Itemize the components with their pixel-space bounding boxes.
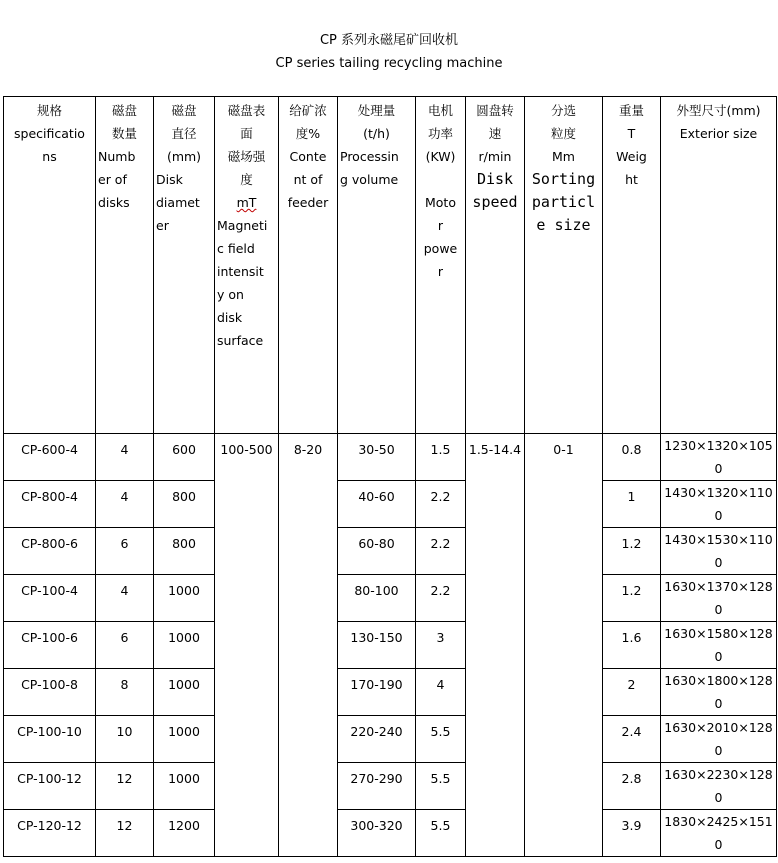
cell-diameter: 800 bbox=[154, 481, 215, 528]
cell-weight: 1 bbox=[603, 481, 661, 528]
cell-diameter: 1000 bbox=[154, 716, 215, 763]
cell-disks: 12 bbox=[96, 810, 154, 857]
header-processing-volume: 处理量 (t/h) Processin g volume bbox=[338, 97, 416, 434]
cell-model: CP-100-6 bbox=[4, 622, 96, 669]
table-row bbox=[4, 669, 777, 716]
document-title-chinese: CP 系列永磁尾矿回收机 bbox=[319, 33, 459, 48]
cell-weight: 1.2 bbox=[603, 575, 661, 622]
header-content-of-feeder: 给矿浓 度% Conte nt of feeder bbox=[279, 97, 338, 434]
header-weight: 重量 T Weig ht bbox=[603, 97, 661, 434]
table-row bbox=[4, 622, 777, 669]
cell-processing: 270-290 bbox=[338, 763, 416, 810]
document-title-english: CP series tailing recycling machine bbox=[275, 56, 503, 71]
header-disk-diameter: 磁盘 直径 (mm) Disk diamet er bbox=[154, 97, 215, 434]
header-magnetic-field-intensity: 磁盘表 面 磁场强 度 mT Magneti c field intensit y on disk surface bbox=[215, 97, 279, 434]
header-disk-speed: 圆盘转 速 r/min Disk speed bbox=[466, 97, 525, 434]
cell-processing: 300-320 bbox=[338, 810, 416, 857]
header-specifications: 规格 specificatio ns bbox=[4, 97, 96, 434]
header-number-of-disks: 磁盘 数量 Numb er of disks bbox=[96, 97, 154, 434]
table-row bbox=[4, 810, 777, 857]
cell-exterior-size: 1630×1800×1280 bbox=[661, 669, 777, 716]
cell-diameter: 800 bbox=[154, 528, 215, 575]
table-row bbox=[4, 716, 777, 763]
cell-diameter: 1200 bbox=[154, 810, 215, 857]
cell-model: CP-100-8 bbox=[4, 669, 96, 716]
header-sorting-particle-size: 分选 粒度 Mm Sorting particl e size bbox=[525, 97, 603, 434]
header-row bbox=[4, 97, 777, 434]
cell-motor: 1.5 bbox=[416, 434, 466, 481]
cell-exterior-size: 1230×1320×1050 bbox=[661, 434, 777, 481]
cell-weight: 1.6 bbox=[603, 622, 661, 669]
cell-disks: 12 bbox=[96, 763, 154, 810]
cell-weight: 2.8 bbox=[603, 763, 661, 810]
header-motor-power: 电机 功率 (KW) Moto r powe r bbox=[416, 97, 466, 434]
cell-diameter: 1000 bbox=[154, 763, 215, 810]
cell-model: CP-600-4 bbox=[4, 434, 96, 481]
cell-processing: 80-100 bbox=[338, 575, 416, 622]
cell-weight: 1.2 bbox=[603, 528, 661, 575]
cell-processing: 60-80 bbox=[338, 528, 416, 575]
cell-model: CP-800-4 bbox=[4, 481, 96, 528]
table-row bbox=[4, 763, 777, 810]
cell-sorting: 0-1 bbox=[525, 434, 603, 857]
cell-exterior-size: 1430×1320×1100 bbox=[661, 481, 777, 528]
cell-field-intensity: 100-500 bbox=[215, 434, 279, 857]
cell-processing: 130-150 bbox=[338, 622, 416, 669]
cell-weight: 3.9 bbox=[603, 810, 661, 857]
cell-concentration: 8-20 bbox=[279, 434, 338, 857]
cell-motor: 4 bbox=[416, 669, 466, 716]
cell-processing: 170-190 bbox=[338, 669, 416, 716]
cell-motor: 5.5 bbox=[416, 810, 466, 857]
cell-diameter: 1000 bbox=[154, 669, 215, 716]
cell-processing: 30-50 bbox=[338, 434, 416, 481]
cell-speed: 1.5-14.4 bbox=[466, 434, 525, 857]
table-body bbox=[4, 97, 777, 857]
cell-exterior-size: 1630×2230×1280 bbox=[661, 763, 777, 810]
table-row bbox=[4, 575, 777, 622]
cell-weight: 0.8 bbox=[603, 434, 661, 481]
cell-disks: 4 bbox=[96, 434, 154, 481]
table-row bbox=[4, 434, 777, 481]
cell-motor: 2.2 bbox=[416, 575, 466, 622]
cell-disks: 4 bbox=[96, 481, 154, 528]
cell-disks: 8 bbox=[96, 669, 154, 716]
cell-model: CP-100-10 bbox=[4, 716, 96, 763]
cell-motor: 5.5 bbox=[416, 763, 466, 810]
cell-exterior-size: 1630×2010×1280 bbox=[661, 716, 777, 763]
cell-motor: 5.5 bbox=[416, 716, 466, 763]
cell-diameter: 1000 bbox=[154, 622, 215, 669]
cell-disks: 10 bbox=[96, 716, 154, 763]
cell-motor: 2.2 bbox=[416, 528, 466, 575]
cell-model: CP-120-12 bbox=[4, 810, 96, 857]
header-exterior-size: 外型尺寸(mm) Exterior size bbox=[661, 97, 777, 434]
cell-exterior-size: 1430×1530×1100 bbox=[661, 528, 777, 575]
cell-exterior-size: 1630×1580×1280 bbox=[661, 622, 777, 669]
cell-weight: 2 bbox=[603, 669, 661, 716]
specification-table bbox=[3, 96, 777, 857]
cell-diameter: 600 bbox=[154, 434, 215, 481]
cell-exterior-size: 1830×2425×1510 bbox=[661, 810, 777, 857]
cell-diameter: 1000 bbox=[154, 575, 215, 622]
cell-model: CP-100-4 bbox=[4, 575, 96, 622]
table-row bbox=[4, 481, 777, 528]
cell-weight: 2.4 bbox=[603, 716, 661, 763]
cell-processing: 220-240 bbox=[338, 716, 416, 763]
cell-disks: 4 bbox=[96, 575, 154, 622]
table-row bbox=[4, 528, 777, 575]
cell-processing: 40-60 bbox=[338, 481, 416, 528]
cell-disks: 6 bbox=[96, 528, 154, 575]
cell-model: CP-800-6 bbox=[4, 528, 96, 575]
cell-disks: 6 bbox=[96, 622, 154, 669]
cell-exterior-size: 1630×1370×1280 bbox=[661, 575, 777, 622]
cell-model: CP-100-12 bbox=[4, 763, 96, 810]
cell-motor: 3 bbox=[416, 622, 466, 669]
cell-motor: 2.2 bbox=[416, 481, 466, 528]
